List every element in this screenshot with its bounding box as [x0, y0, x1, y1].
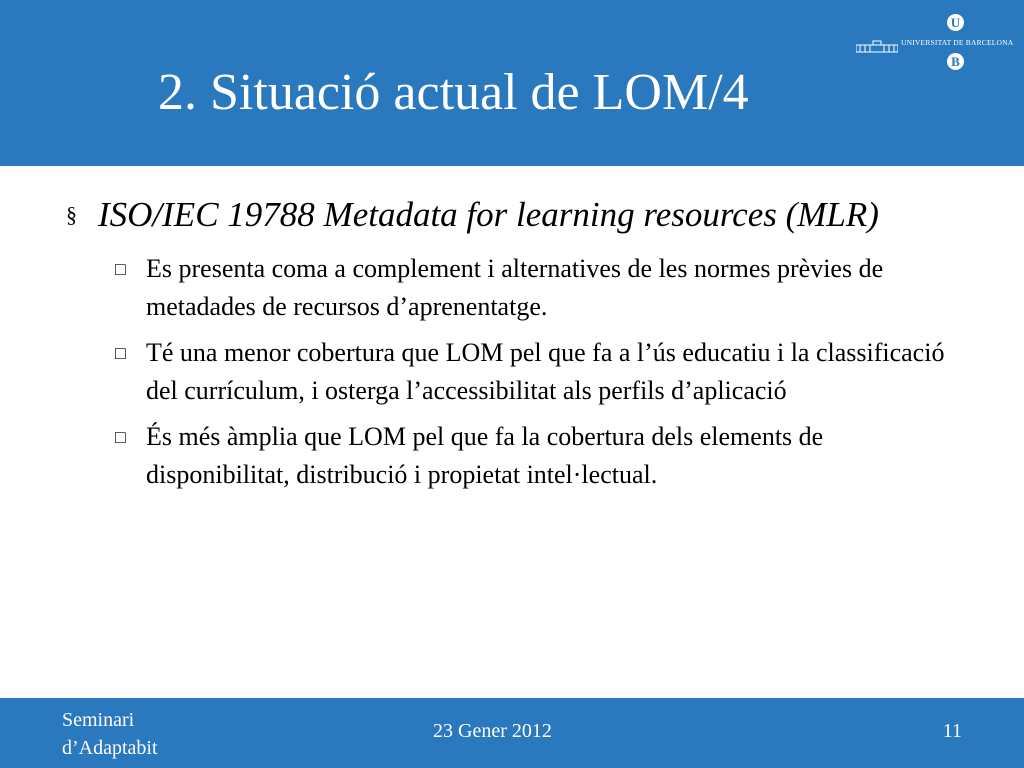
footer-bar: [0, 698, 1024, 768]
logo-letter-u: U: [947, 14, 964, 31]
slide-content: [60, 188, 960, 494]
bullet-item-level1: [60, 188, 960, 242]
footer-date: 23 Gener 2012: [433, 720, 552, 742]
university-logo: [856, 14, 1016, 74]
bullet-item-level2: [60, 250, 960, 326]
page-number: 11: [942, 720, 962, 742]
slide-title: 2. Situació actual de LOM/4: [158, 64, 749, 121]
logo-letter-b: B: [947, 53, 964, 70]
header-bar: [0, 0, 1024, 166]
bullet-text: Es presenta coma a complement i alternatives de les normes prèvies de metadades de recursos d’aprenentatge.: [146, 254, 884, 321]
bullet-item-level2: [60, 418, 960, 494]
hollow-square-bullet-icon: □: [115, 259, 126, 279]
bullet-item-level2: [60, 334, 960, 410]
bullet-text: És més àmplia que LOM pel que fa la cobertura dels elements de disponibilitat, distribució i propietat intel·lectual.: [146, 422, 824, 489]
hollow-square-bullet-icon: □: [115, 427, 126, 447]
university-name: UNIVERSITAT DE BARCELONA: [901, 38, 1014, 47]
square-bullet-icon: §: [66, 202, 77, 227]
hollow-square-bullet-icon: □: [115, 343, 126, 363]
bullet-text: ISO/IEC 19788 Metadata for learning resources (MLR): [98, 195, 879, 234]
footer-seminar-name: Seminari d’Adaptabit: [62, 709, 158, 759]
building-icon: [856, 40, 898, 54]
bullet-text: Té una menor cobertura que LOM pel que fa a l’ús educatiu i la classificació del currículum, i osterga l’accessibilitat als perfils d’aplicació: [146, 338, 945, 405]
